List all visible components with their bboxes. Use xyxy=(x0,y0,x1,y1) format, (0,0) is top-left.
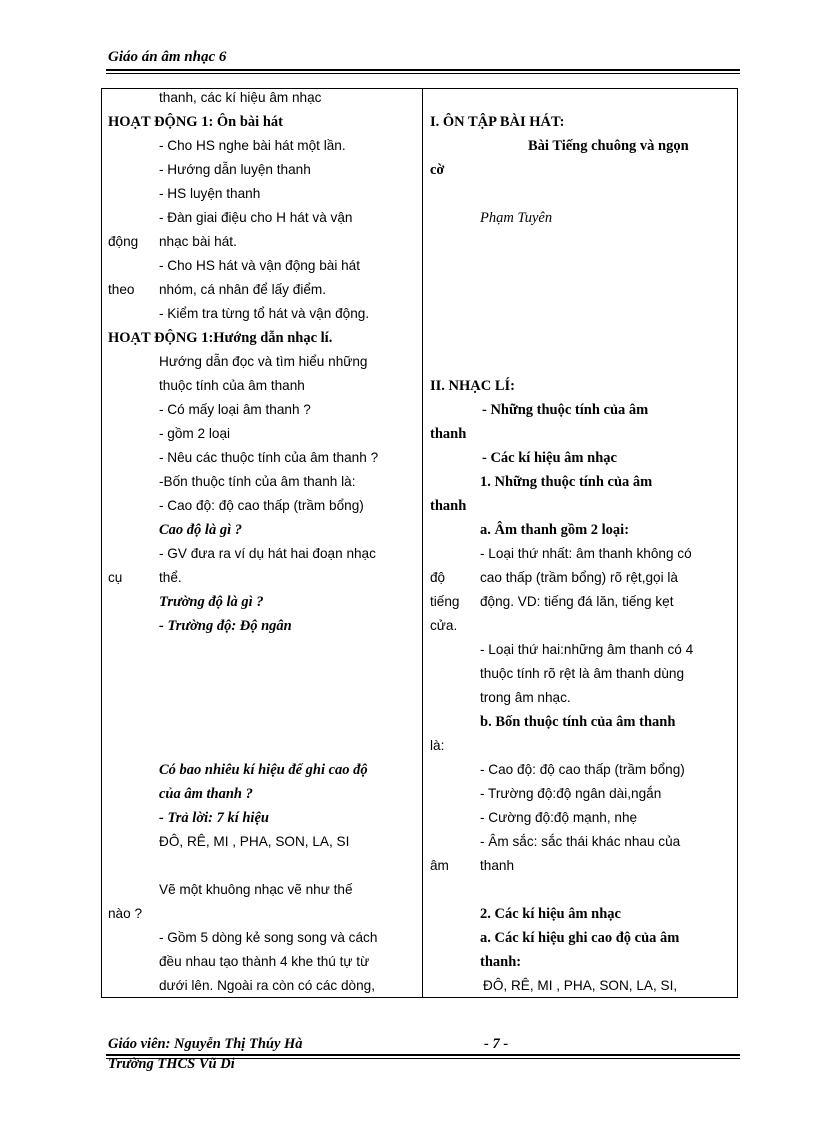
page-number: - 7 - xyxy=(484,1036,509,1052)
right-line: - Các kí hiệu âm nhạc xyxy=(482,450,617,466)
left-line: - Cho HS nghe bài hát một lần. xyxy=(159,138,346,153)
answer-line: - Trả lời: 7 kí hiệu xyxy=(159,810,269,826)
right-line: cửa. xyxy=(430,618,458,633)
left-line: Vẽ một khuông nhạc vẽ như thế xyxy=(159,882,353,897)
footer-school: Trường THCS Vũ Di xyxy=(108,1056,235,1072)
left-line: Hướng dẫn đọc và tìm hiểu những xyxy=(159,354,368,369)
header-rule-thin xyxy=(106,73,740,74)
left-line: ĐÔ, RÊ, MI , PHA, SON, LA, SI xyxy=(159,834,350,849)
right-line-prefix: độ xyxy=(430,570,446,585)
left-line: - Kiểm tra từng tổ hát và vận động. xyxy=(159,306,370,321)
composer: Phạm Tuyên xyxy=(480,210,553,226)
column-divider xyxy=(422,88,423,998)
left-line: - Cho HS hát và vận động bài hát xyxy=(159,258,361,273)
right-line-prefix: tiếng xyxy=(430,594,460,609)
right-line: thanh xyxy=(430,426,467,442)
right-line: cao thấp (trầm bổng) rõ rệt,gọi là xyxy=(480,570,678,585)
right-line: - Loại thứ hai:những âm thanh có 4 xyxy=(480,642,694,657)
left-line: - Đàn giai điệu cho H hát và vận xyxy=(159,210,353,225)
left-line: thanh, các kí hiệu âm nhạc xyxy=(159,90,322,105)
left-line-prefix: nào ? xyxy=(108,906,143,921)
song-title-cont: cờ xyxy=(430,162,445,178)
left-line-prefix: động xyxy=(108,234,139,249)
left-line: - gồm 2 loại xyxy=(159,426,231,441)
sub-heading: a. Âm thanh gồm 2 loại: xyxy=(480,522,630,538)
right-line: là: xyxy=(430,738,445,753)
section-heading: I. ÔN TẬP BÀI HÁT: xyxy=(430,114,565,130)
left-line: - Nêu các thuộc tính của âm thanh ? xyxy=(159,450,379,465)
answer-line: - Trường độ: Độ ngân xyxy=(159,618,292,634)
sub-heading: 2. Các kí hiệu âm nhạc xyxy=(480,906,621,922)
left-line: - Có mấy loại âm thanh ? xyxy=(159,402,311,417)
left-line: nhạc bài hát. xyxy=(159,234,237,249)
left-line: đều nhau tạo thành 4 khe thú tự từ xyxy=(159,954,370,969)
left-line: - Cao độ: độ cao thấp (trầm bổng) xyxy=(159,498,364,513)
footer-teacher: Giáo viên: Nguyễn Thị Thúy Hà xyxy=(108,1036,303,1052)
question-heading: Trường độ là gì ? xyxy=(159,594,264,610)
right-line: ĐÔ, RÊ, MI , PHA, SON, LA, SI, xyxy=(483,978,678,993)
activity-heading: HOẠT ĐỘNG 1: Ôn bài hát xyxy=(108,114,283,130)
right-line: - Âm sắc: sắc thái khác nhau của xyxy=(480,834,681,849)
left-line: - GV đưa ra ví dụ hát hai đoạn nhạc xyxy=(159,546,376,561)
right-line: - Cao độ: độ cao thấp (trầm bổng) xyxy=(480,762,685,777)
right-line-prefix: âm xyxy=(430,858,449,873)
sub-heading: 1. Những thuộc tính của âm xyxy=(480,474,653,490)
right-line: thuộc tính rõ rệt là âm thanh dùng xyxy=(480,666,685,681)
question-heading: Cao độ là gì ? xyxy=(159,522,242,538)
header-rule xyxy=(106,69,740,71)
left-line: nhóm, cá nhân để lấy điểm. xyxy=(159,282,327,297)
header-title: Giáo án âm nhạc 6 xyxy=(108,49,227,65)
left-line: - Hướng dẫn luyện thanh xyxy=(159,162,311,177)
left-line: -Bốn thuộc tính của âm thanh là: xyxy=(159,474,356,489)
left-line: - Gồm 5 dòng kẻ song song và cách xyxy=(159,930,378,945)
right-line: động. VD: tiếng đá lăn, tiếng kẹt xyxy=(480,594,674,609)
question-heading: Có bao nhiêu kí hiệu để ghi cao độ xyxy=(159,762,368,778)
left-line: thuộc tính của âm thanh xyxy=(159,378,305,393)
right-line: - Loại thứ nhất: âm thanh không có xyxy=(480,546,692,561)
left-line: - HS luyện thanh xyxy=(159,186,261,201)
left-line-prefix: theo xyxy=(108,282,135,297)
right-line: thanh xyxy=(480,858,515,873)
sub-heading: a. Các kí hiệu ghi cao độ của âm xyxy=(480,930,680,946)
right-line: - Trường độ:độ ngân dài,ngắn xyxy=(480,786,662,801)
left-line: thể. xyxy=(159,570,182,585)
sub-heading: b. Bốn thuộc tính của âm thanh xyxy=(480,714,676,730)
right-line: - Những thuộc tính của âm xyxy=(482,402,649,418)
question-heading: của âm thanh ? xyxy=(159,786,253,802)
left-line-prefix: cụ xyxy=(108,570,123,585)
activity-heading: HOẠT ĐỘNG 1:Hướng dẫn nhạc lí. xyxy=(108,330,333,346)
right-line: - Cường độ:độ mạnh, nhẹ xyxy=(480,810,638,825)
right-line: trong âm nhạc. xyxy=(480,690,571,705)
left-line: dưới lên. Ngoài ra còn có các dòng, xyxy=(159,978,375,993)
sub-heading: thanh: xyxy=(480,954,522,970)
song-title: Bài Tiếng chuông và ngọn xyxy=(528,138,689,154)
section-heading: II. NHẠC LÍ: xyxy=(430,378,515,394)
sub-heading: thanh xyxy=(430,498,467,514)
